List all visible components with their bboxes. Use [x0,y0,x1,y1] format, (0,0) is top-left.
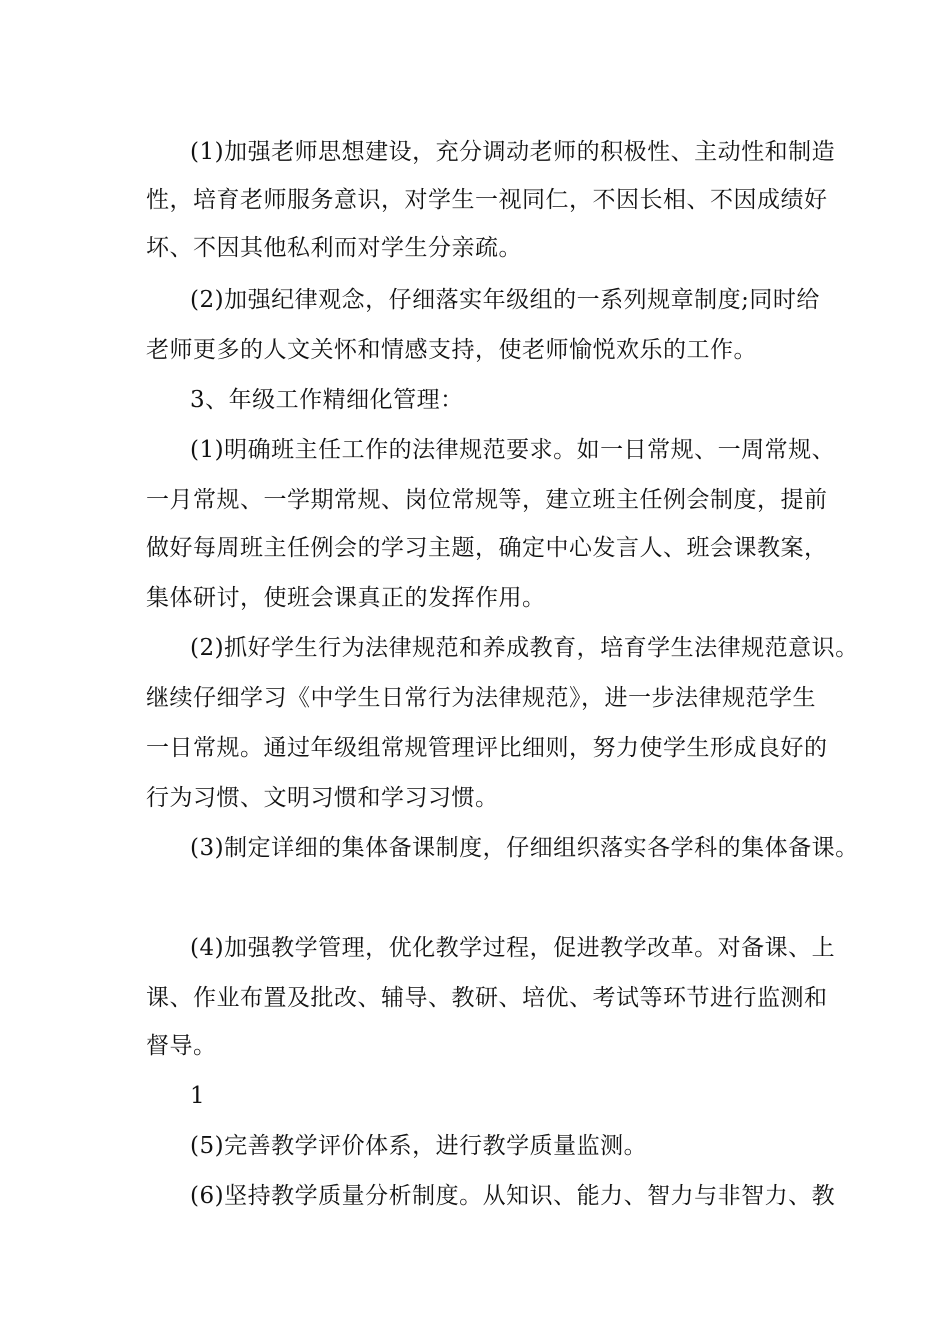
paragraph-line: 老师更多的人文关怀和情感支持，使老师愉悦欢乐的工作。 [146,337,757,363]
paragraph-line: (2)抓好学生行为法律规范和养成教育，培育学生法律规范意识。 [190,635,859,661]
paragraph-line: 继续仔细学习《中学生日常行为法律规范》，进一步法律规范学生 [146,685,816,711]
paragraph-line: (4)加强教学管理，优化教学过程，促进教学改革。对备课、上 [190,935,836,961]
paragraph-line: 一日常规。通过年级组常规管理评比细则，努力使学生形成良好的 [146,735,828,761]
paragraph-line: 督导。 [146,1033,217,1059]
paragraph-line: 做好每周班主任例会的学习主题，确定中心发言人、班会课教案， [146,535,828,561]
paragraph-line: (2)加强纪律观念，仔细落实年级组的一系列规章制度;同时给 [190,287,820,313]
paragraph-line: 集体研讨，使班会课真正的发挥作用。 [146,585,546,611]
paragraph-line: 性，培育老师服务意识，对学生一视同仁，不因长相、不因成绩好 [146,187,828,213]
paragraph-line: (1)加强老师思想建设，充分调动老师的积极性、主动性和制造 [190,139,836,165]
paragraph-line: (6)坚持教学质量分析制度。从知识、能力、智力与非智力、教 [190,1183,836,1209]
page-number: 1 [190,1083,206,1109]
paragraph-line: (3)制定详细的集体备课制度，仔细组织落实各学科的集体备课。 [190,835,859,861]
paragraph-line: 课、作业布置及批改、辅导、教研、培优、考试等环节进行监测和 [146,985,828,1011]
paragraph-line: 一月常规、一学期常规、岗位常规等，建立班主任例会制度，提前 [146,487,828,513]
section-heading: 3、年级工作精细化管理： [190,387,464,413]
paragraph-line: (1)明确班主任工作的法律规范要求。如一日常规、一周常规、 [190,437,836,463]
paragraph-line: 行为习惯、文明习惯和学习习惯。 [146,785,499,811]
paragraph-line: 坏、不因其他私利而对学生分亲疏。 [146,235,522,261]
paragraph-line: (5)完善教学评价体系，进行教学质量监测。 [190,1133,648,1159]
